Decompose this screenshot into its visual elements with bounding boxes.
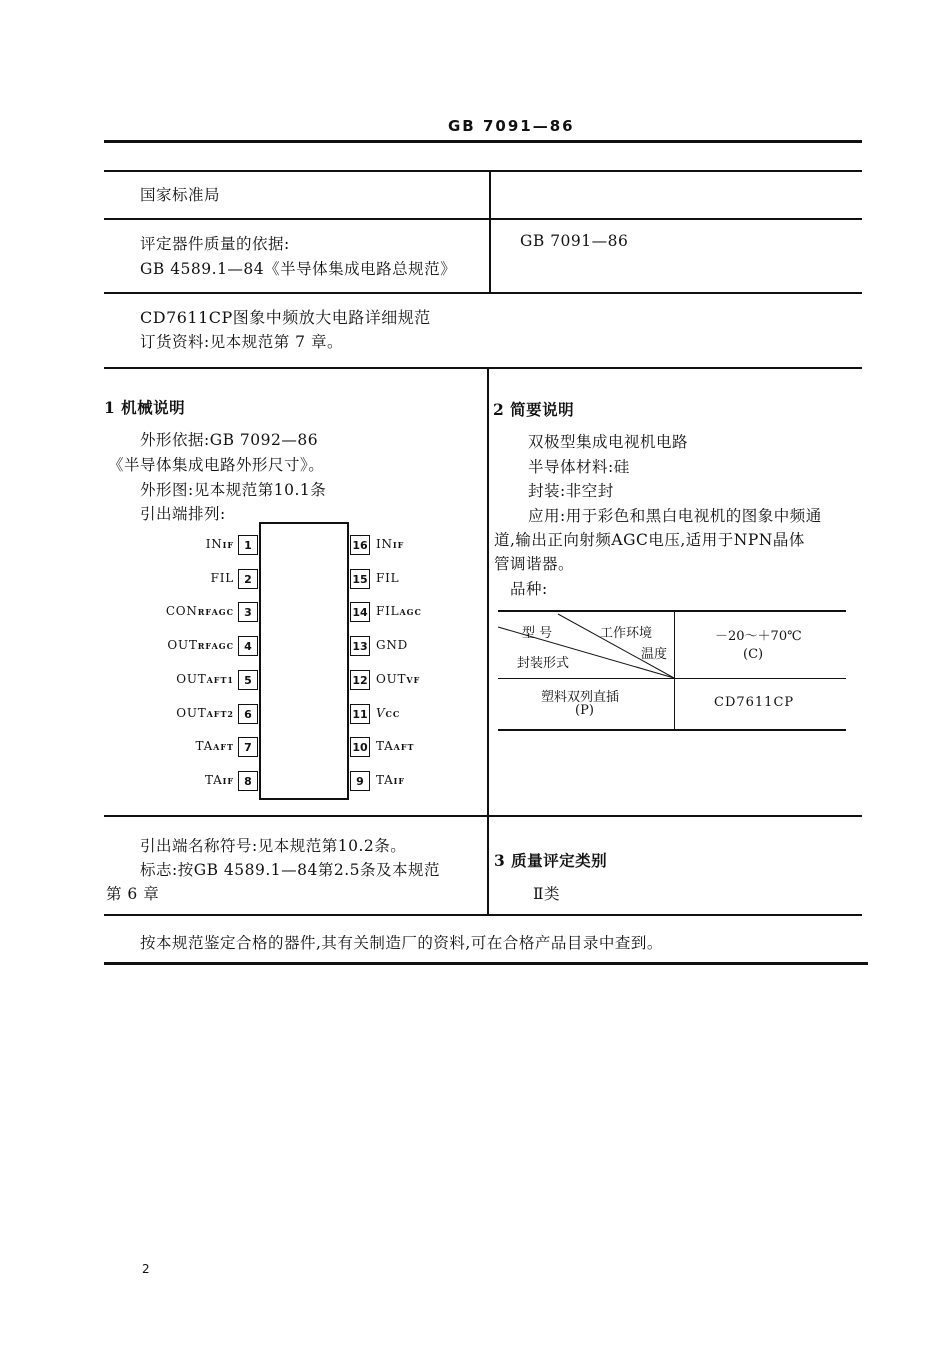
rule: [104, 367, 862, 369]
pin-label-15: [376, 571, 399, 585]
pin-subscript: IF: [222, 540, 234, 550]
top-table-divider: [489, 170, 491, 292]
section3-heading: 3 质量评定类别: [494, 851, 608, 870]
pin-label-6: [176, 706, 234, 720]
footer-note: 按本规范鉴定合格的器件,其有关制造厂的资料,可在合格产品目录中查到。: [140, 934, 663, 952]
pin-number-12: 12: [350, 670, 370, 690]
footer-rule: [104, 962, 868, 965]
pin-label-13: [376, 638, 408, 652]
pin-subscript: VF: [406, 675, 421, 685]
marking-line-2: 第 6 章: [106, 885, 160, 903]
pin-name: TA: [204, 773, 223, 787]
pin-name: IN: [205, 537, 223, 551]
pin-subscript: IF: [392, 540, 405, 550]
basis-label: 评定器件质量的依据:: [140, 235, 290, 253]
pin-number-9: 9: [350, 771, 370, 791]
section2-heading: 2 简要说明: [493, 400, 575, 419]
package-code: (P): [575, 703, 594, 718]
rule: [498, 729, 846, 731]
pin-subscript: AFT2: [206, 709, 234, 719]
circuit-type: 双极型集成电视机电路: [528, 433, 689, 451]
pin-name: OUT: [176, 706, 207, 720]
pin-name: CON: [165, 604, 198, 618]
outline-drawing: 外形图:见本规范第10.1条: [140, 481, 327, 499]
pin-number-16: 16: [350, 535, 370, 555]
package-type: 塑料双列直插: [541, 690, 620, 705]
pin-subscript: AGC: [399, 607, 422, 617]
application-line-3: 管调谐器。: [494, 555, 575, 573]
std-number: GB 7091—86: [520, 232, 629, 250]
page-number: 2: [142, 1262, 150, 1276]
pin-number-14: 14: [350, 602, 370, 622]
pin-name: TA: [376, 739, 394, 753]
basis-value: GB 4589.1—84《半导体集成电路总规范》: [140, 260, 457, 278]
pin-number-3: 3: [238, 602, 258, 622]
marking-line-1: 标志:按GB 4589.1—84第2.5条及本规范: [140, 861, 441, 879]
pin-names-ref: 引出端名称符号:见本规范第10.2条。: [140, 837, 407, 855]
application-line-2: 道,输出正向射频AGC电压,适用于NPN晶体: [494, 531, 805, 549]
pin-number-7: 7: [238, 737, 258, 757]
rule: [104, 292, 862, 294]
pin-name: FIL: [376, 604, 400, 618]
pin-number-11: 11: [350, 704, 370, 724]
pin-label-5: [176, 672, 234, 686]
pin-name: FIL: [210, 571, 234, 585]
pin-name: TA: [376, 773, 394, 787]
pin-label-16: [376, 537, 404, 551]
model-cell: CD7611CP: [714, 695, 795, 710]
quality-category: Ⅱ类: [533, 885, 561, 903]
pin-name: OUT: [376, 672, 407, 686]
pin-subscript: IF: [222, 776, 234, 786]
pin-label-8: [205, 773, 234, 787]
material: 半导体材料:硅: [528, 458, 630, 476]
pin-name: GND: [376, 638, 409, 652]
package: 封装:非空封: [528, 482, 614, 500]
header-temp: 温度: [641, 647, 668, 662]
pin-subscript: AFT1: [206, 675, 234, 685]
pin-number-6: 6: [238, 704, 258, 724]
pin-label-14: [376, 604, 422, 618]
order-info: 订货资料:见本规范第 7 章。: [140, 333, 343, 351]
pin-number-5: 5: [238, 670, 258, 690]
authority: 国家标准局: [140, 186, 221, 204]
pin-subscript: RFAGC: [197, 607, 234, 617]
outline-basis-2: 《半导体集成电路外形尺寸》。: [108, 456, 325, 474]
pin-subscript: AFT: [393, 742, 415, 752]
temp-code: (C): [743, 647, 764, 662]
pin-subscript: RFAGC: [197, 641, 234, 651]
pin-name: OUT: [167, 638, 198, 652]
header-model: 型 号: [522, 626, 553, 641]
outline-basis: 外形依据:GB 7092—86: [140, 431, 319, 449]
pin-number-1: 1: [238, 535, 258, 555]
rule: [104, 815, 862, 817]
pin-number-13: 13: [350, 636, 370, 656]
header-title: GB 7091—86: [448, 117, 575, 135]
pin-number-2: 2: [238, 569, 258, 589]
rule: [104, 170, 862, 172]
chip-body: [259, 522, 349, 800]
pin-name: OUT: [176, 672, 207, 686]
application-line-1: 应用:用于彩色和黑白电视机的图象中频通: [528, 507, 822, 525]
pin-subscript: CC: [385, 709, 401, 719]
variety-label: 品种:: [510, 580, 548, 598]
pin-label-11: [376, 706, 400, 720]
main-divider: [487, 367, 489, 915]
section1-heading: 1 机械说明: [104, 398, 186, 417]
pin-label-2: [211, 571, 234, 585]
pin-label-1: [206, 537, 234, 551]
pin-subscript: IF: [393, 776, 406, 786]
rule: [104, 218, 862, 220]
temp-range: －20～＋70℃: [715, 629, 802, 644]
spec-title: CD7611CP图象中频放大电路详细规范: [140, 308, 431, 327]
pin-label-12: [376, 672, 420, 686]
pin-number-8: 8: [238, 771, 258, 791]
pin-subscript: AFT: [213, 742, 234, 752]
header-rule: [104, 140, 862, 143]
pin-name: TA: [195, 739, 214, 753]
pin-arrangement-label: 引出端排列:: [140, 505, 226, 523]
header-package: 封装形式: [517, 656, 570, 671]
pin-label-10: [376, 739, 414, 753]
header-env: 工作环境: [600, 626, 653, 641]
pin-name: IN: [376, 537, 393, 551]
pin-label-4: [167, 638, 234, 652]
pin-label-3: [166, 604, 234, 618]
pin-label-9: [376, 773, 405, 787]
pin-name: V: [376, 706, 386, 720]
rule: [104, 914, 862, 916]
pin-label-7: [196, 739, 234, 753]
pin-number-10: 10: [350, 737, 370, 757]
pin-number-15: 15: [350, 569, 370, 589]
pin-name: FIL: [376, 571, 400, 585]
pin-number-4: 4: [238, 636, 258, 656]
